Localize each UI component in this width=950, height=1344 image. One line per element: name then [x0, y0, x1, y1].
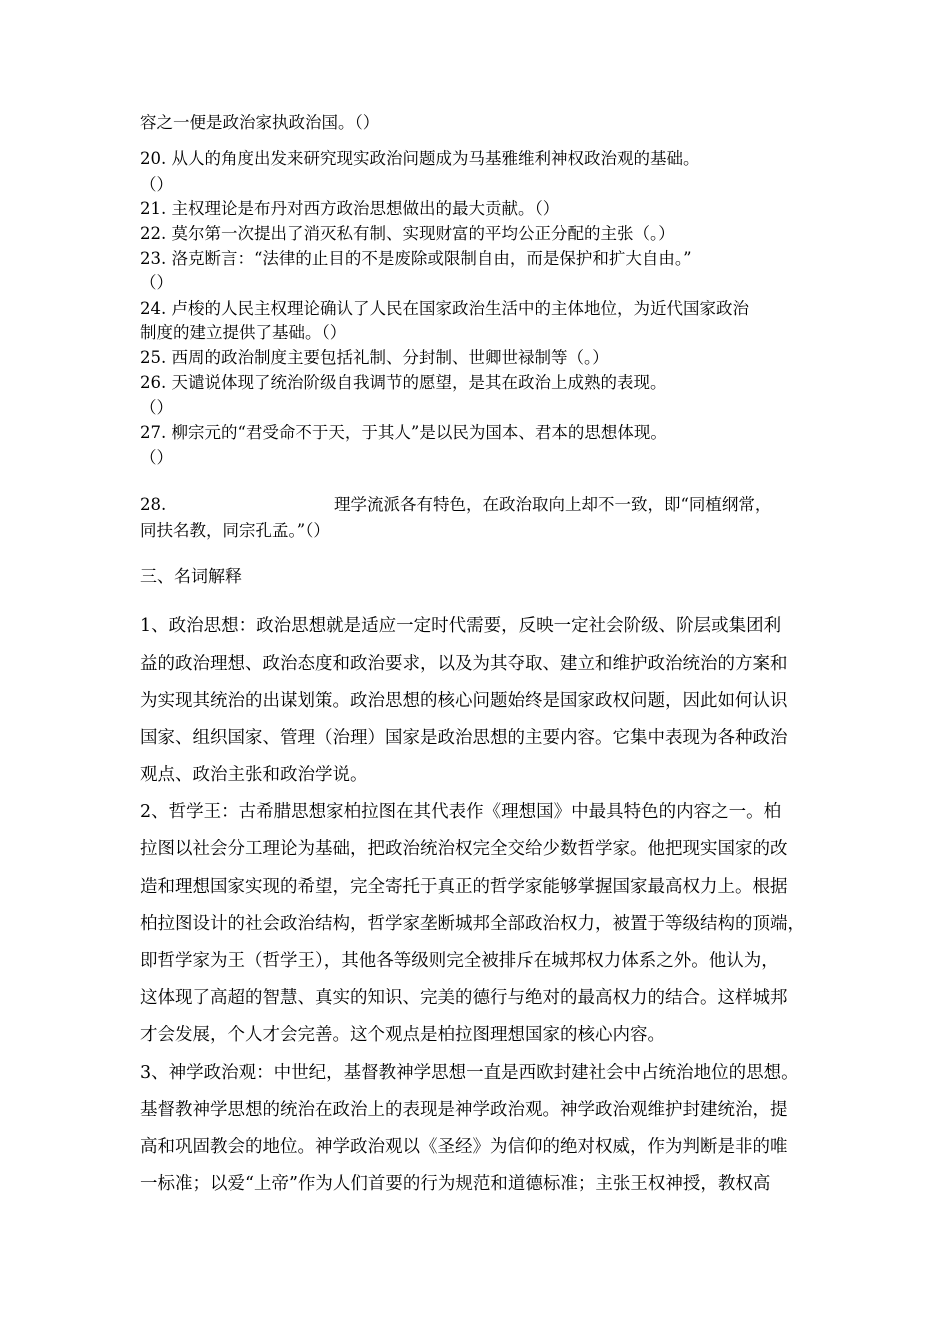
term-line: 基督教神学思想的统治在政治上的表现是神学政治观。神学政治观维护封建统治，提 [140, 1100, 788, 1120]
term-line: 国家、组织国家、管理（治理）国家是政治思想的主要内容。它集中表现为各种政治 [140, 728, 788, 748]
term-line: 柏拉图设计的社会政治结构，哲学家垄断城邦全部政治权力，被置于等级结构的顶端， [140, 914, 805, 934]
section-heading: 三、名词解释 [140, 567, 242, 587]
question-24: 24. 卢梭的人民主权理论确认了人民在国家政治生活中的主体地位，为近代国家政治 [140, 299, 749, 318]
question-line: （） [140, 175, 173, 194]
term-line: 造和理想国家实现的希望，完全寄托于真正的哲学家能够掌握国家最高权力上。根据 [140, 877, 788, 897]
question-21: 21. 主权理论是布丹对西方政治思想做出的最大贡献。（） [140, 199, 560, 218]
term-line: 这体现了高超的智慧、真实的知识、完美的德行与绝对的最高权力的结合。这样城邦 [140, 988, 788, 1008]
term-line: 一标准；以爱“上帝”作为人们首要的行为规范和道德标准；主张王权神授，教权高 [140, 1174, 771, 1194]
question-22: 22. 莫尔第一次提出了消灭私有制、实现财富的平均公正分配的主张（。） [140, 224, 675, 243]
question-26: 26. 天谴说体现了统治阶级自我调节的愿望，是其在政治上成熟的表现。 [140, 373, 667, 392]
term-line: 拉图以社会分工理论为基础，把政治统治权完全交给少数哲学家。他把现实国家的改 [140, 839, 788, 859]
term-line: 益的政治理想、政治态度和政治要求，以及为其夺取、建立和维护政治统治的方案和 [140, 654, 788, 674]
question-line: （） [140, 448, 173, 467]
question-20: 20. 从人的角度出发来研究现实政治问题成为马基雅维利神权政治观的基础。 [140, 149, 700, 168]
question-line: 制度的建立提供了基础。（） [140, 323, 347, 342]
question-23: 23. 洛克断言：“法律的止目的不是废除或限制自由，而是保护和扩大自由。” [140, 249, 692, 268]
term-line: 观点、政治主张和政治学说。 [140, 765, 368, 785]
question-28-number: 28. [140, 495, 167, 514]
term-line: 2、哲学王：古希腊思想家柏拉图在其代表作《理想国》中最具特色的内容之一。柏 [140, 802, 782, 822]
term-line: 才会发展，个人才会完善。这个观点是柏拉图理想国家的核心内容。 [140, 1025, 665, 1045]
term-line: 为实现其统治的出谋划策。政治思想的核心问题始终是国家政权问题，因此如何认识 [140, 691, 788, 711]
term-line: 1、政治思想：政治思想就是适应一定时代需要，反映一定社会阶级、阶层或集团利 [140, 616, 782, 636]
term-line: 即哲学家为王（哲学王），其他各等级则完全被排斥在城邦权力体系之外。他认为， [140, 951, 779, 971]
question-line: 容之一便是政治家执政治国。（） [140, 113, 380, 132]
question-line: （） [140, 398, 173, 417]
question-28-text: 理学流派各有特色，在政治取向上却不一致，即“同植纲常， [334, 495, 772, 514]
question-27: 27. 柳宗元的“君受命不于天，于其人”是以民为国本、君本的思想体现。 [140, 423, 667, 442]
term-line: 3、神学政治观：中世纪，基督教神学思想一直是西欧封建社会中占统治地位的思想。 [140, 1063, 799, 1083]
question-line: 同扶名教，同宗孔孟。”（） [140, 521, 330, 540]
question-25: 25. 西周的政治制度主要包括礼制、分封制、世卿世禄制等（。） [140, 348, 609, 367]
term-line: 高和巩固教会的地位。神学政治观以《圣经》为信仰的绝对权威，作为判断是非的唯 [140, 1137, 788, 1157]
question-line: （） [140, 273, 173, 292]
